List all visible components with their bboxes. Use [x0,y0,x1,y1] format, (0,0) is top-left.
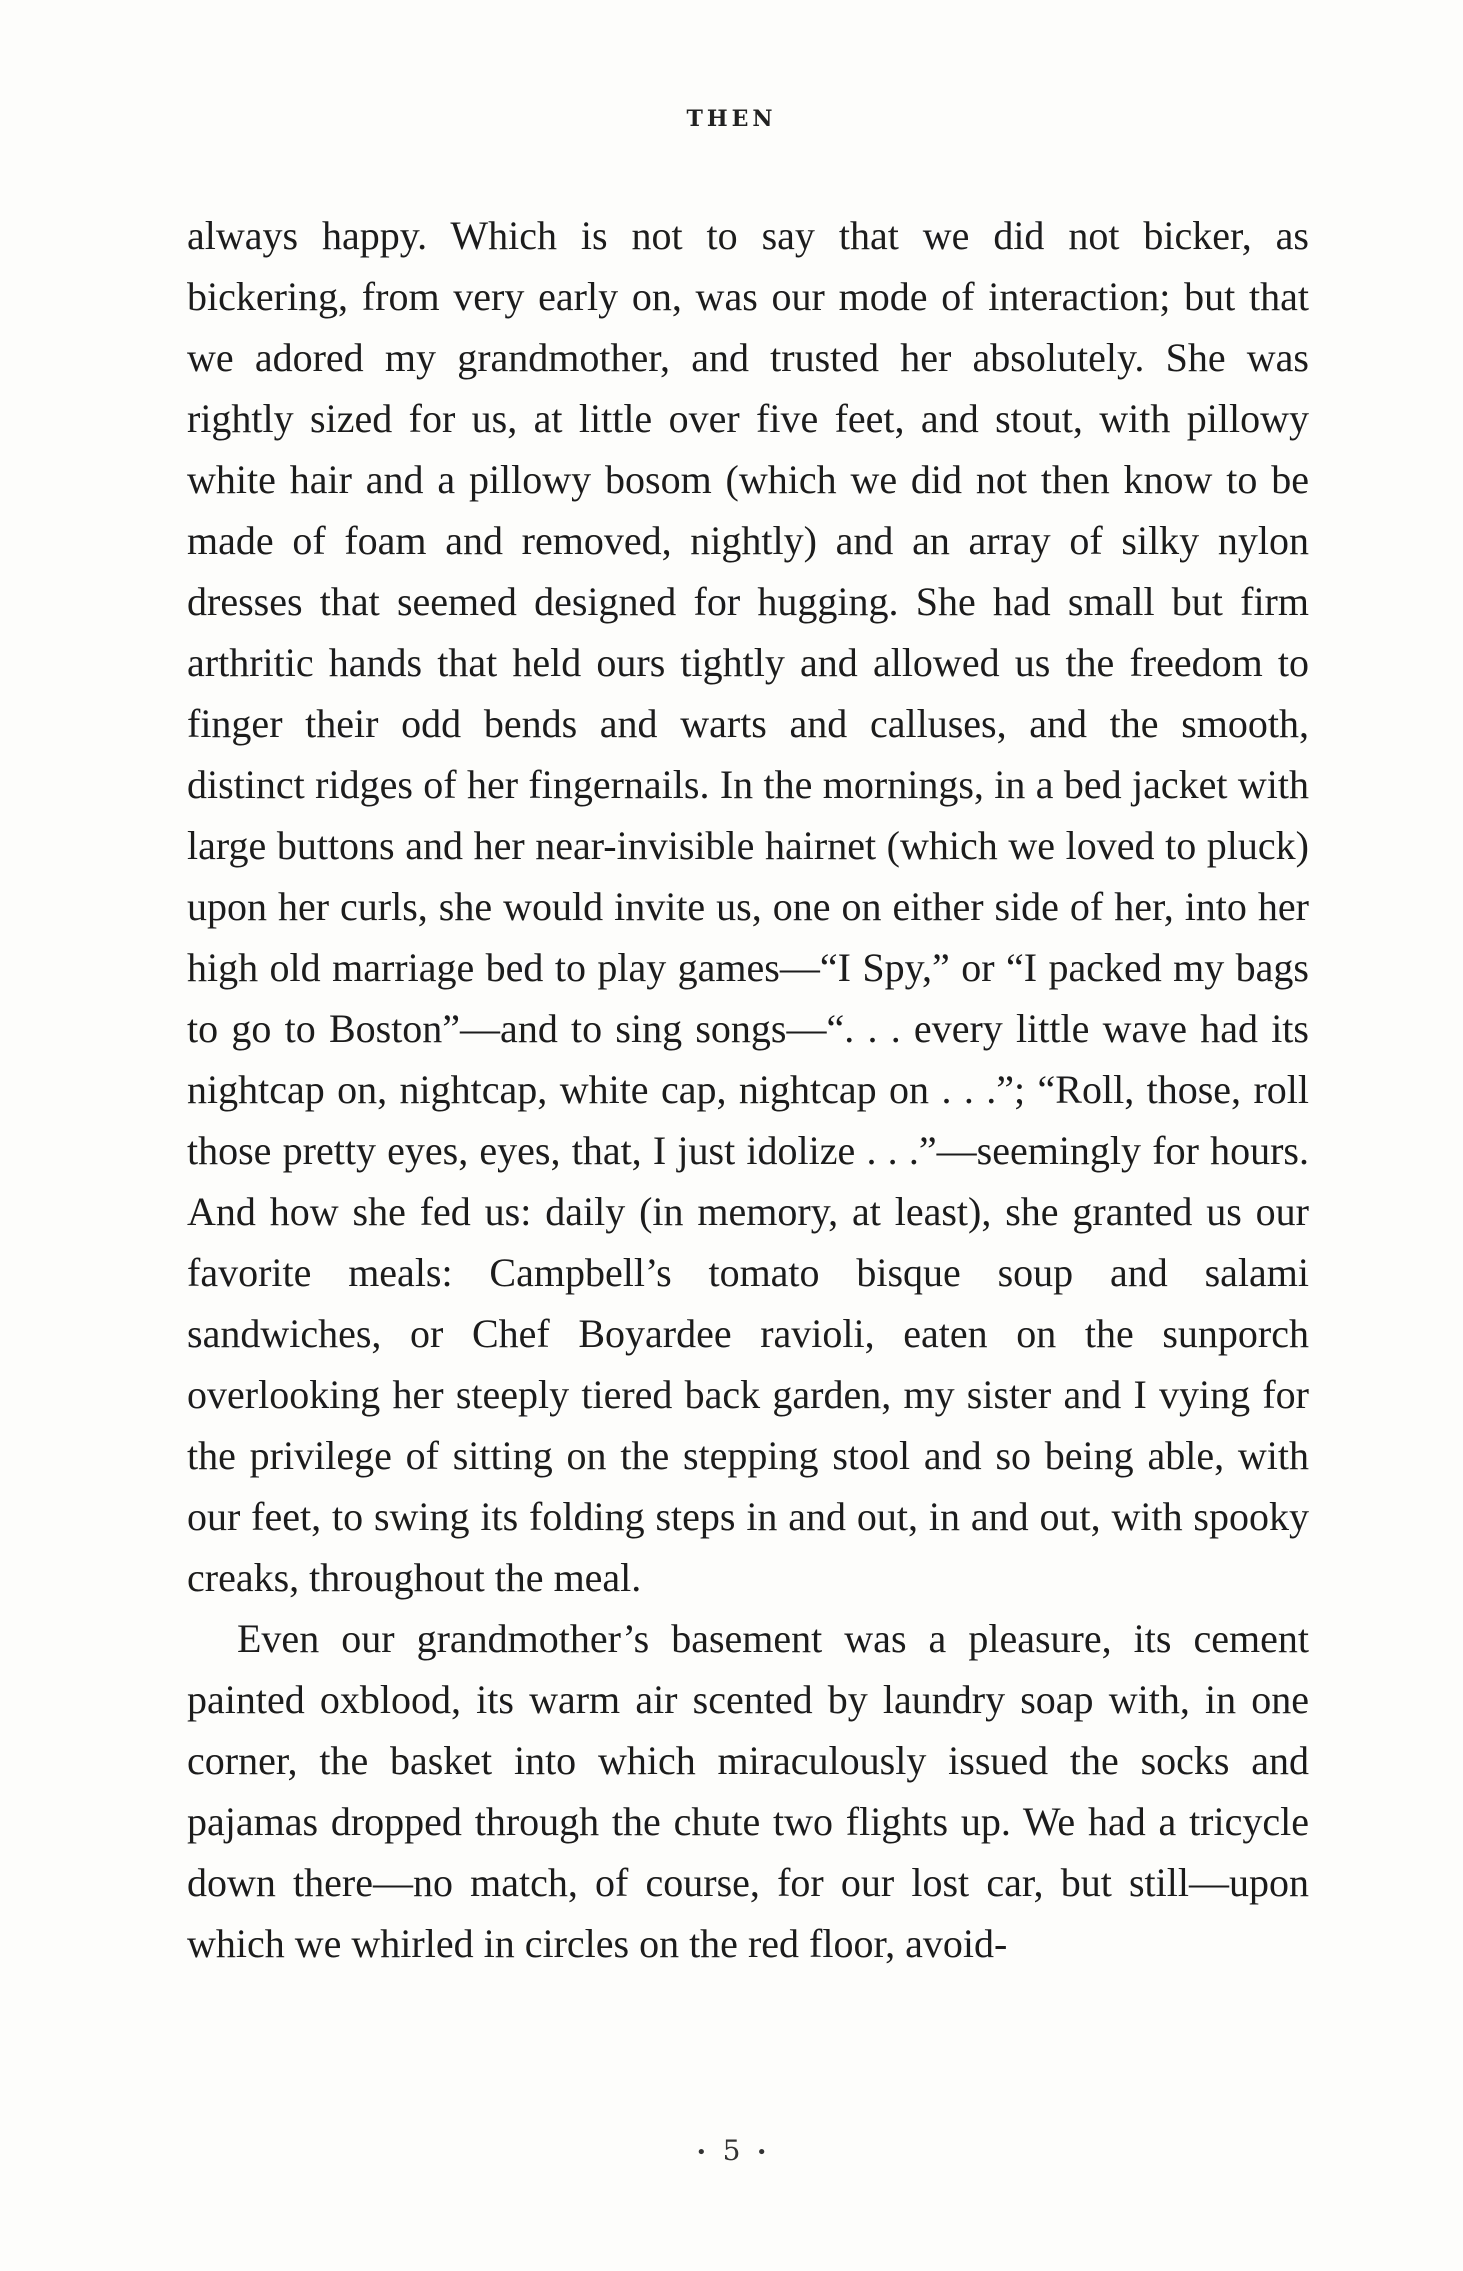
paragraph-1: always happy. Which is not to say that we did not bicker, as bickering, from very early on, was our mode of interaction; but that we adored my grandmother, and trusted her absolutely. She was rightly sized for us, at little over five feet, and stout, with pillowy white hair and a pillowy bosom (which we did not then know to be made of foam and removed, nightly) and an array of silky nylon dresses that seemed designed for hugging. She had small but firm arthritic hands that held ours tightly and allowed us the freedom to finger their odd bends and warts and calluses, and the smooth, distinct ridges of her fingernails. In the mornings, in a bed jacket with large buttons and her near-invisible hairnet (which we loved to pluck) upon her curls, she would invite us, one on either side of her, into her high old marriage bed to play games—“I Spy,” or “I packed my bags to go to Boston”—and to sing songs—“. . . every little wave had its nightcap on, nightcap, white cap, nightcap on . . .”; “Roll, those, roll those pretty eyes, eyes, that, I just idolize . . .”—seemingly for hours. And how she fed us: daily (in memory, at least), she granted us our favorite meals: Campbell’s tomato bisque soup and salami sandwiches, or Chef Boyardee ravioli, eaten on the sunporch overlooking her steeply tiered back garden, my sister and I vying for the privilege of sitting on the stepping stool and so being able, with our feet, to swing its folding steps in and out, in and out, with spooky creaks, throughout the meal. [187,213,1309,1600]
page-number-footer [0,2134,1463,2167]
bullet-ornament-right: • [756,2142,768,2163]
running-head: THEN [686,106,777,132]
paragraph-2: Even our grandmother’s basement was a pleasure, its cement painted oxblood, its warm air scented by laundry soap with, in one corner, the basket into which miraculously issued the socks and pajamas dropped through the chute two flights up. We had a tricycle down there—no match, of course, for our lost car, but still—upon which we whirled in circles on the red floor, avoid- [187,1616,1309,1966]
body-text [187,205,1309,1974]
page-number: 5 [722,2134,741,2167]
bullet-ornament-left: • [695,2142,707,2163]
